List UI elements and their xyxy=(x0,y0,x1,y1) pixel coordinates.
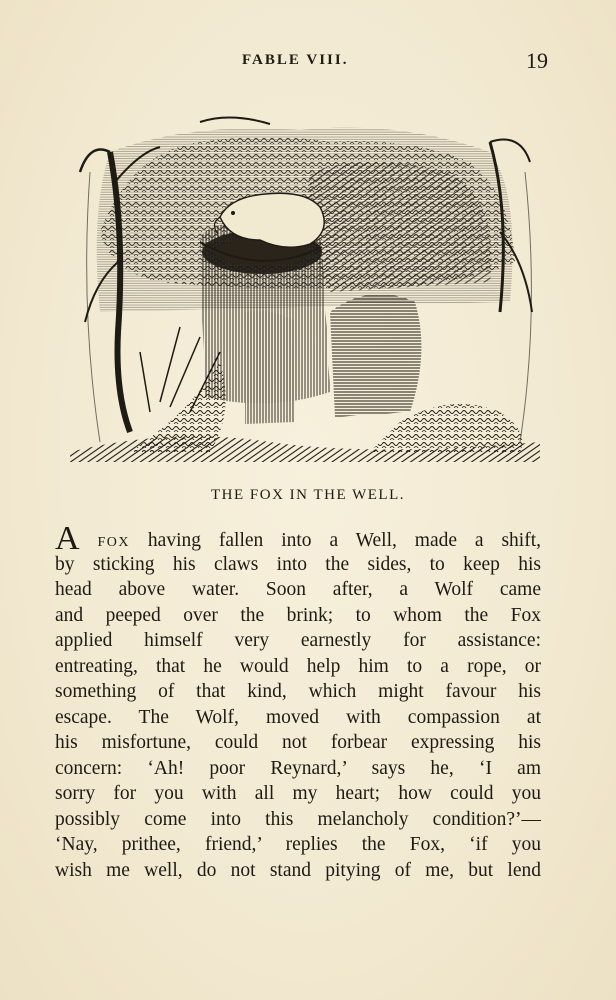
fable-body-text xyxy=(55,526,541,883)
woodcut-illustration xyxy=(70,112,540,462)
running-head xyxy=(0,50,616,74)
text-line: something of that kind, which might favour his xyxy=(55,681,541,702)
fable-heading: FABLE VIII. xyxy=(242,52,349,68)
first-word: FOX xyxy=(97,535,130,550)
text-line: wish me well, do not stand pitying of me, but lend xyxy=(55,859,541,881)
text-line: applied himself very earnestly for assistance: xyxy=(55,630,541,651)
text-line: concern: ‘Ah! poor Reynard,’ says he, ‘I am xyxy=(55,757,541,779)
page-number: 19 xyxy=(526,48,548,73)
text-line: ‘Nay, prithee, friend,’ replies the Fox, ‘if you xyxy=(55,834,541,855)
text-line: escape. The Wolf, moved with compassion at xyxy=(55,706,541,728)
text-line: possibly come into this melancholy condition?’— xyxy=(55,808,541,830)
text-line: sorry for you with all my heart; how could you xyxy=(55,783,541,804)
text-line: and peeped over the brink; to whom the Fox xyxy=(55,604,541,626)
text-line: head above water. Soon after, a Wolf came xyxy=(55,579,541,600)
illustration-caption: THE FOX IN THE WELL. xyxy=(210,487,405,503)
drop-letter: A xyxy=(55,526,80,552)
text-line: by sticking his claws into the sides, to keep his xyxy=(55,553,541,575)
first-line-text: having fallen into a Well, made a shift, xyxy=(147,530,541,551)
text-line: entreating, that he would help him to a rope, or xyxy=(55,655,541,677)
text-line-1 xyxy=(55,526,541,552)
text-line: his misfortune, could not forbear expressing his xyxy=(55,732,541,753)
